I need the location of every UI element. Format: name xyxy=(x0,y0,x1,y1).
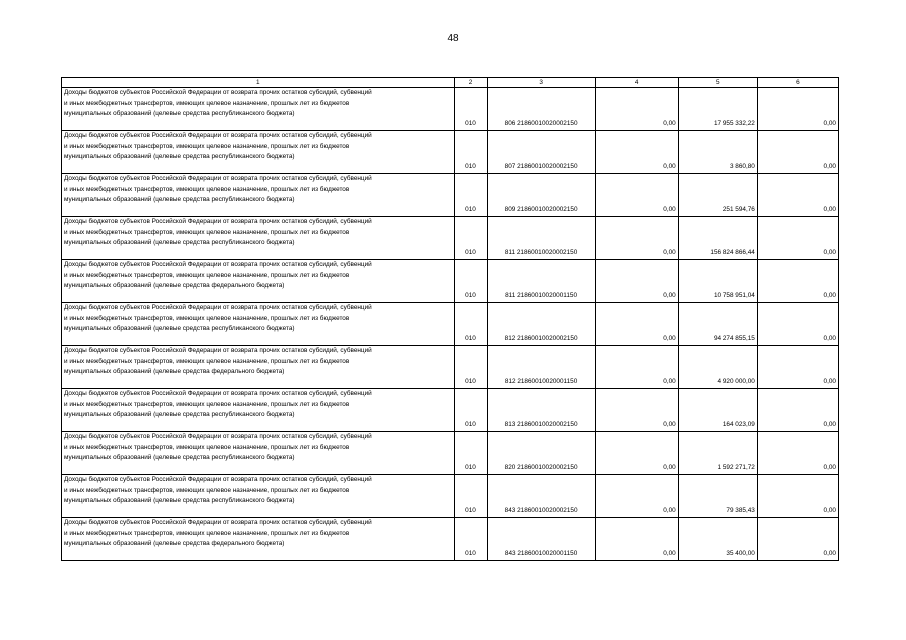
table-row xyxy=(62,475,839,518)
table-row xyxy=(62,518,839,561)
row-col-4: 0,00 xyxy=(595,217,678,260)
description-line: и иных межбюджетных трансфертов, имеющих целевое назначение, прошлых лет из бюджетов xyxy=(64,486,350,494)
description-line: и иных межбюджетных трансфертов, имеющих целевое назначение, прошлых лет из бюджетов xyxy=(64,185,350,193)
header-col-4: 4 xyxy=(595,78,678,88)
row-code: 010 xyxy=(454,260,487,303)
description-line: муниципальных образований (целевые средства республиканского бюджета) xyxy=(64,454,295,462)
row-description xyxy=(62,260,455,303)
description-line: и иных межбюджетных трансфертов, имеющих целевое назначение, прошлых лет из бюджетов xyxy=(64,357,350,365)
description-line: Доходы бюджетов субъектов Российской Федерации от возврата прочих остатков субсидий, субвенций xyxy=(64,175,372,182)
row-kbk: 812 21860010020001150 xyxy=(487,346,595,389)
row-col-4: 0,00 xyxy=(595,518,678,561)
row-col-5: 3 860,80 xyxy=(678,131,757,174)
row-code: 010 xyxy=(454,346,487,389)
row-col-4: 0,00 xyxy=(595,389,678,432)
row-kbk: 843 21860010020001150 xyxy=(487,518,595,561)
description-line: Доходы бюджетов субъектов Российской Федерации от возврата прочих остатков субсидий, субвенций xyxy=(64,476,372,483)
description-line: муниципальных образований (целевые средства федерального бюджета) xyxy=(64,282,285,290)
table-row xyxy=(62,389,839,432)
report-table xyxy=(61,77,839,561)
description-line: и иных межбюджетных трансфертов, имеющих целевое назначение, прошлых лет из бюджетов xyxy=(64,99,350,107)
row-code: 010 xyxy=(454,389,487,432)
table-row xyxy=(62,432,839,475)
header-col-1: 1 xyxy=(62,78,455,88)
row-col-6: 0,00 xyxy=(757,174,838,217)
table-row xyxy=(62,260,839,303)
row-col-6: 0,00 xyxy=(757,88,838,131)
description-line: Доходы бюджетов субъектов Российской Федерации от возврата прочих остатков субсидий, субвенций xyxy=(64,218,372,225)
row-code: 010 xyxy=(454,303,487,346)
description-line: муниципальных образований (целевые средства республиканского бюджета) xyxy=(64,196,295,204)
row-col-4: 0,00 xyxy=(595,475,678,518)
row-col-5: 94 274 855,15 xyxy=(678,303,757,346)
row-col-5: 17 955 332,22 xyxy=(678,88,757,131)
row-col-4: 0,00 xyxy=(595,432,678,475)
row-description xyxy=(62,217,455,260)
description-line: Доходы бюджетов субъектов Российской Федерации от возврата прочих остатков субсидий, субвенций xyxy=(64,132,372,139)
row-col-4: 0,00 xyxy=(595,174,678,217)
row-col-4: 0,00 xyxy=(595,260,678,303)
row-col-6: 0,00 xyxy=(757,346,838,389)
row-col-6: 0,00 xyxy=(757,475,838,518)
row-col-5: 1 592 271,72 xyxy=(678,432,757,475)
row-description xyxy=(62,174,455,217)
table-row xyxy=(62,131,839,174)
row-col-6: 0,00 xyxy=(757,260,838,303)
description-line: муниципальных образований (целевые средства республиканского бюджета) xyxy=(64,411,295,419)
row-col-6: 0,00 xyxy=(757,518,838,561)
header-col-6: 6 xyxy=(757,78,838,88)
description-line: и иных межбюджетных трансфертов, имеющих целевое назначение, прошлых лет из бюджетов xyxy=(64,314,350,322)
table-row xyxy=(62,174,839,217)
row-col-4: 0,00 xyxy=(595,131,678,174)
row-code: 010 xyxy=(454,174,487,217)
row-description xyxy=(62,432,455,475)
row-col-6: 0,00 xyxy=(757,217,838,260)
row-description xyxy=(62,389,455,432)
row-code: 010 xyxy=(454,88,487,131)
description-line: муниципальных образований (целевые средства республиканского бюджета) xyxy=(64,239,295,247)
description-line: муниципальных образований (целевые средства республиканского бюджета) xyxy=(64,497,295,505)
row-kbk: 806 21860010020002150 xyxy=(487,88,595,131)
header-col-3: 3 xyxy=(487,78,595,88)
row-col-5: 79 385,43 xyxy=(678,475,757,518)
row-col-4: 0,00 xyxy=(595,303,678,346)
row-code: 010 xyxy=(454,518,487,561)
description-line: и иных межбюджетных трансфертов, имеющих целевое назначение, прошлых лет из бюджетов xyxy=(64,271,350,279)
description-line: и иных межбюджетных трансфертов, имеющих целевое назначение, прошлых лет из бюджетов xyxy=(64,443,350,451)
row-col-6: 0,00 xyxy=(757,432,838,475)
description-line: Доходы бюджетов субъектов Российской Федерации от возврата прочих остатков субсидий, субвенций xyxy=(64,519,372,526)
description-line: муниципальных образований (целевые средства федерального бюджета) xyxy=(64,368,285,376)
row-code: 010 xyxy=(454,432,487,475)
row-col-5: 164 023,09 xyxy=(678,389,757,432)
row-col-5: 4 920 000,00 xyxy=(678,346,757,389)
header-col-5: 5 xyxy=(678,78,757,88)
table-header-row xyxy=(62,78,839,88)
row-col-6: 0,00 xyxy=(757,303,838,346)
table-row xyxy=(62,346,839,389)
row-kbk: 811 21860010020002150 xyxy=(487,217,595,260)
row-description xyxy=(62,346,455,389)
row-description xyxy=(62,131,455,174)
description-line: и иных межбюджетных трансфертов, имеющих целевое назначение, прошлых лет из бюджетов xyxy=(64,400,350,408)
description-line: и иных межбюджетных трансфертов, имеющих целевое назначение, прошлых лет из бюджетов xyxy=(64,142,350,150)
row-kbk: 809 21860010020002150 xyxy=(487,174,595,217)
row-col-4: 0,00 xyxy=(595,346,678,389)
table-row xyxy=(62,303,839,346)
description-line: муниципальных образований (целевые средства республиканского бюджета) xyxy=(64,110,295,118)
table-row xyxy=(62,88,839,131)
description-line: Доходы бюджетов субъектов Российской Федерации от возврата прочих остатков субсидий, субвенций xyxy=(64,390,372,397)
page-number: 48 xyxy=(447,33,459,44)
row-description xyxy=(62,518,455,561)
description-line: и иных межбюджетных трансфертов, имеющих целевое назначение, прошлых лет из бюджетов xyxy=(64,529,350,537)
row-col-6: 0,00 xyxy=(757,389,838,432)
row-kbk: 812 21860010020002150 xyxy=(487,303,595,346)
row-col-5: 156 824 866,44 xyxy=(678,217,757,260)
row-kbk: 811 21860010020001150 xyxy=(487,260,595,303)
description-line: муниципальных образований (целевые средства республиканского бюджета) xyxy=(64,153,295,161)
description-line: муниципальных образований (целевые средства республиканского бюджета) xyxy=(64,325,295,333)
row-code: 010 xyxy=(454,217,487,260)
row-col-4: 0,00 xyxy=(595,88,678,131)
description-line: Доходы бюджетов субъектов Российской Федерации от возврата прочих остатков субсидий, субвенций xyxy=(64,261,372,268)
row-description xyxy=(62,475,455,518)
row-description xyxy=(62,88,455,131)
row-kbk: 843 21860010020002150 xyxy=(487,475,595,518)
row-description xyxy=(62,303,455,346)
row-col-5: 251 594,76 xyxy=(678,174,757,217)
row-kbk: 820 21860010020002150 xyxy=(487,432,595,475)
description-line: Доходы бюджетов субъектов Российской Федерации от возврата прочих остатков субсидий, субвенций xyxy=(64,347,372,354)
description-line: Доходы бюджетов субъектов Российской Федерации от возврата прочих остатков субсидий, субвенций xyxy=(64,89,372,96)
row-col-6: 0,00 xyxy=(757,131,838,174)
header-col-2: 2 xyxy=(454,78,487,88)
description-line: и иных межбюджетных трансфертов, имеющих целевое назначение, прошлых лет из бюджетов xyxy=(64,228,350,236)
description-line: муниципальных образований (целевые средства федерального бюджета) xyxy=(64,540,285,548)
row-kbk: 807 21860010020002150 xyxy=(487,131,595,174)
row-col-5: 35 400,00 xyxy=(678,518,757,561)
description-line: Доходы бюджетов субъектов Российской Федерации от возврата прочих остатков субсидий, субвенций xyxy=(64,433,372,440)
row-code: 010 xyxy=(454,131,487,174)
row-col-5: 10 758 951,04 xyxy=(678,260,757,303)
description-line: Доходы бюджетов субъектов Российской Федерации от возврата прочих остатков субсидий, субвенций xyxy=(64,304,372,311)
table-row xyxy=(62,217,839,260)
row-code: 010 xyxy=(454,475,487,518)
row-kbk: 813 21860010020002150 xyxy=(487,389,595,432)
